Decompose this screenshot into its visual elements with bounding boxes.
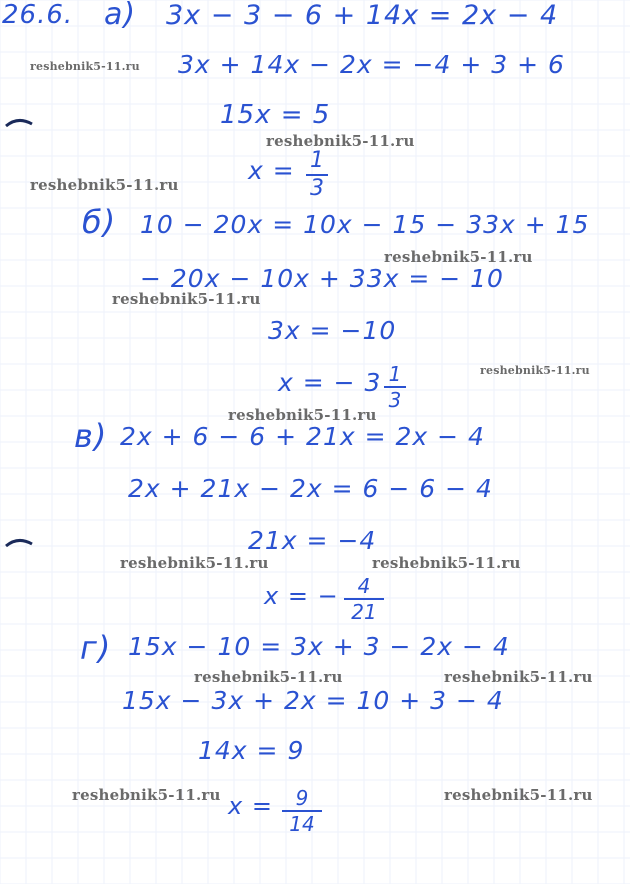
margin-smudge <box>4 116 34 128</box>
part-g-answer-prefix: x = <box>228 792 273 820</box>
part-g-line-1: 15x − 10 = 3x + 3 − 2x − 4 <box>128 632 510 661</box>
part-b-answer-fraction <box>384 364 406 410</box>
part-v-answer-fraction <box>344 576 384 622</box>
watermark: reshebnik5-11.ru <box>228 406 377 424</box>
margin-smudge <box>4 536 34 548</box>
watermark: reshebnik5-11.ru <box>30 60 140 73</box>
fraction-denominator: 21 <box>351 600 377 624</box>
part-g-label: г) <box>80 629 112 667</box>
part-a-label: а) <box>104 0 137 32</box>
fraction-numerator: 9 <box>295 786 309 810</box>
part-b-line-3: 3x = −10 <box>268 316 397 345</box>
watermark: reshebnik5-11.ru <box>194 668 343 686</box>
fraction-denominator: 3 <box>310 176 324 201</box>
part-b-label: б) <box>82 203 117 241</box>
watermark: reshebnik5-11.ru <box>266 132 415 150</box>
part-b-line-2: − 20x − 10x + 33x = − 10 <box>140 264 504 293</box>
part-a-answer-fraction <box>306 150 328 200</box>
part-a-line-3: 15x = 5 <box>220 100 331 130</box>
part-v-line-1: 2x + 6 − 6 + 21x = 2x − 4 <box>120 422 485 451</box>
part-g-answer-fraction <box>282 788 322 834</box>
part-v-line-2: 2x + 21x − 2x = 6 − 6 − 4 <box>128 474 493 503</box>
part-a-line-2: 3x + 14x − 2x = −4 + 3 + 6 <box>178 50 565 79</box>
fraction-denominator: 3 <box>388 388 402 412</box>
watermark: reshebnik5-11.ru <box>444 786 593 804</box>
part-a-line-1: 3x − 3 − 6 + 14x = 2x − 4 <box>166 0 559 31</box>
fraction-denominator: 14 <box>289 812 315 836</box>
watermark: reshebnik5-11.ru <box>112 290 261 308</box>
watermark: reshebnik5-11.ru <box>444 668 593 686</box>
watermark: reshebnik5-11.ru <box>480 364 590 377</box>
part-v-label: в) <box>74 417 108 455</box>
fraction-numerator: 1 <box>310 148 324 173</box>
part-v-line-3: 21x = −4 <box>248 526 377 555</box>
fraction-numerator: 4 <box>357 574 371 598</box>
part-g-line-2: 15x − 3x + 2x = 10 + 3 − 4 <box>122 686 504 715</box>
watermark: reshebnik5-11.ru <box>384 248 533 266</box>
watermark: reshebnik5-11.ru <box>30 176 179 194</box>
part-a-answer-prefix: x = <box>248 156 295 185</box>
problem-number: 26.6. <box>2 0 74 30</box>
watermark: reshebnik5-11.ru <box>72 786 221 804</box>
part-v-answer-prefix: x = − <box>264 582 339 610</box>
fraction-numerator: 1 <box>388 362 402 386</box>
watermark: reshebnik5-11.ru <box>120 554 269 572</box>
part-b-line-1: 10 − 20x = 10x − 15 − 33x + 15 <box>140 210 590 239</box>
part-b-answer-prefix: x = − 3 <box>278 368 382 397</box>
part-g-line-3: 14x = 9 <box>198 736 305 765</box>
watermark: reshebnik5-11.ru <box>372 554 521 572</box>
